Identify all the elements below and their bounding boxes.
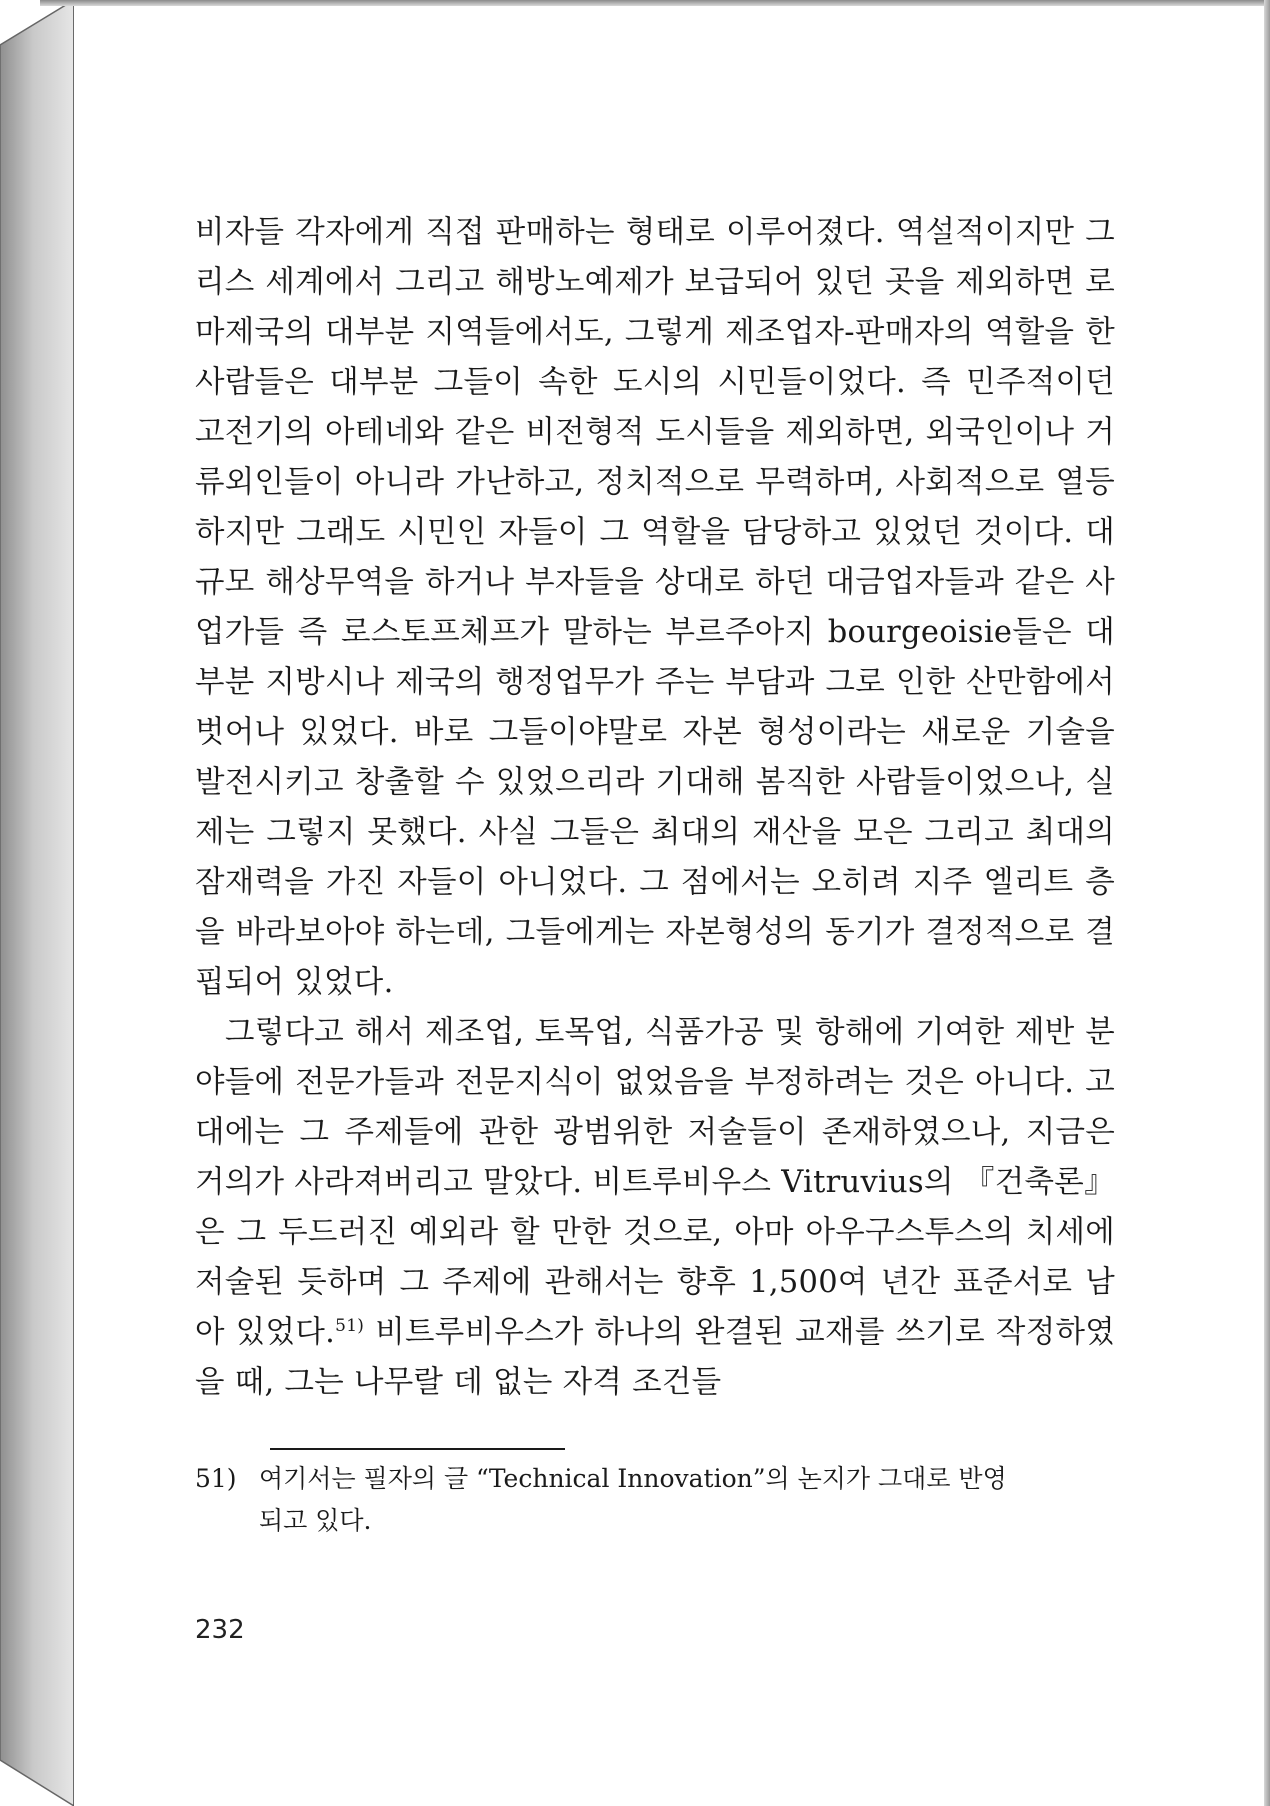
footnote-divider [270, 1448, 565, 1450]
footnote-line-1 [195, 1458, 1115, 1500]
footnote-number: 51) [195, 1464, 237, 1493]
footnote-reference: 51) [335, 1315, 365, 1336]
paragraph-1: 비자들 각자에게 직접 판매하는 형태로 이루어졌다. 역설적이지만 그리스 세계에서 그리고 해방노예제가 보급되어 있던 곳을 제외하면 로마제국의 대부분 지역들에서도, 그렇게 제조업자-판매자의 역할을 한 사람들은 대부분 그들이 속한 도시의 시민들이었다. 즉 민주적이던 고전기의 아테네와 같은 비전형적 도시들을 제외하면, 외국인이나 거류외인들이 아니라 가난하고, 정치적으로 무력하며, 사회적으로 열등하지만 그래도 시민인 자들이 그 역할을 담당하고 있었던 것이다. 대규모 해상무역을 하거나 부자들을 상대로 하던 대금업자들과 같은 사업가들 즉 로스토프체프가 말하는 부르주아지 bourgeoisie들은 대부분 지방시나 제국의 행정업무가 주는 부담과 그로 인한 산만함에서 벗어나 있었다. 바로 그들이야말로 자본 형성이라는 새로운 기술을 발전시키고 창출할 수 있었으리라 기대해 봄직한 사람들이었으나, 실제는 그렇지 못했다. 사실 그들은 최대의 재산을 모은 그리고 최대의 잠재력을 가진 자들이 아니었다. 그 점에서는 오히려 지주 엘리트 층을 바라보아야 하는데, 그들에게는 자본형성의 동기가 결정적으로 결핍되어 있었다. [195, 215, 1115, 1000]
body-text [195, 208, 1115, 1408]
paragraph-2-text: 그렇다고 해서 제조업, 토목업, 식품가공 및 항해에 기여한 제반 분야들에 전문가들과 전문지식이 없었음을 부정하려는 것은 아니다. 고대에는 그 주제들에 관한 광범위한 저술들이 존재하였으나, 지금은 거의가 사라져버리고 말았다. 비트루비우스 Vitruvius의 『건축론』은 그 두드러진 예외라 할 만한 것으로, 아마 아우구스투스의 치세에 저술된 듯하며 그 주제에 관해서는 향후 1,500여 년간 표준서로 남아 있었다. [195, 1015, 1115, 1350]
page-edge-right [1264, 0, 1270, 1806]
book-spine [0, 0, 76, 1806]
paragraph-2 [195, 1008, 1115, 1408]
paragraph-2-tail: 비트루비우스가 하나의 완결된 교재를 쓰기로 작정하였을 때, 그는 나무랄 데 없는 자격 조건들 [195, 1315, 1115, 1400]
footnote [195, 1458, 1115, 1542]
page-number: 232 [195, 1615, 245, 1645]
footnote-text-1: 여기서는 필자의 글 “Technical Innovation”의 논지가 그대로 반영 [259, 1464, 1007, 1493]
footnote-line-2: 되고 있다. [259, 1506, 372, 1535]
